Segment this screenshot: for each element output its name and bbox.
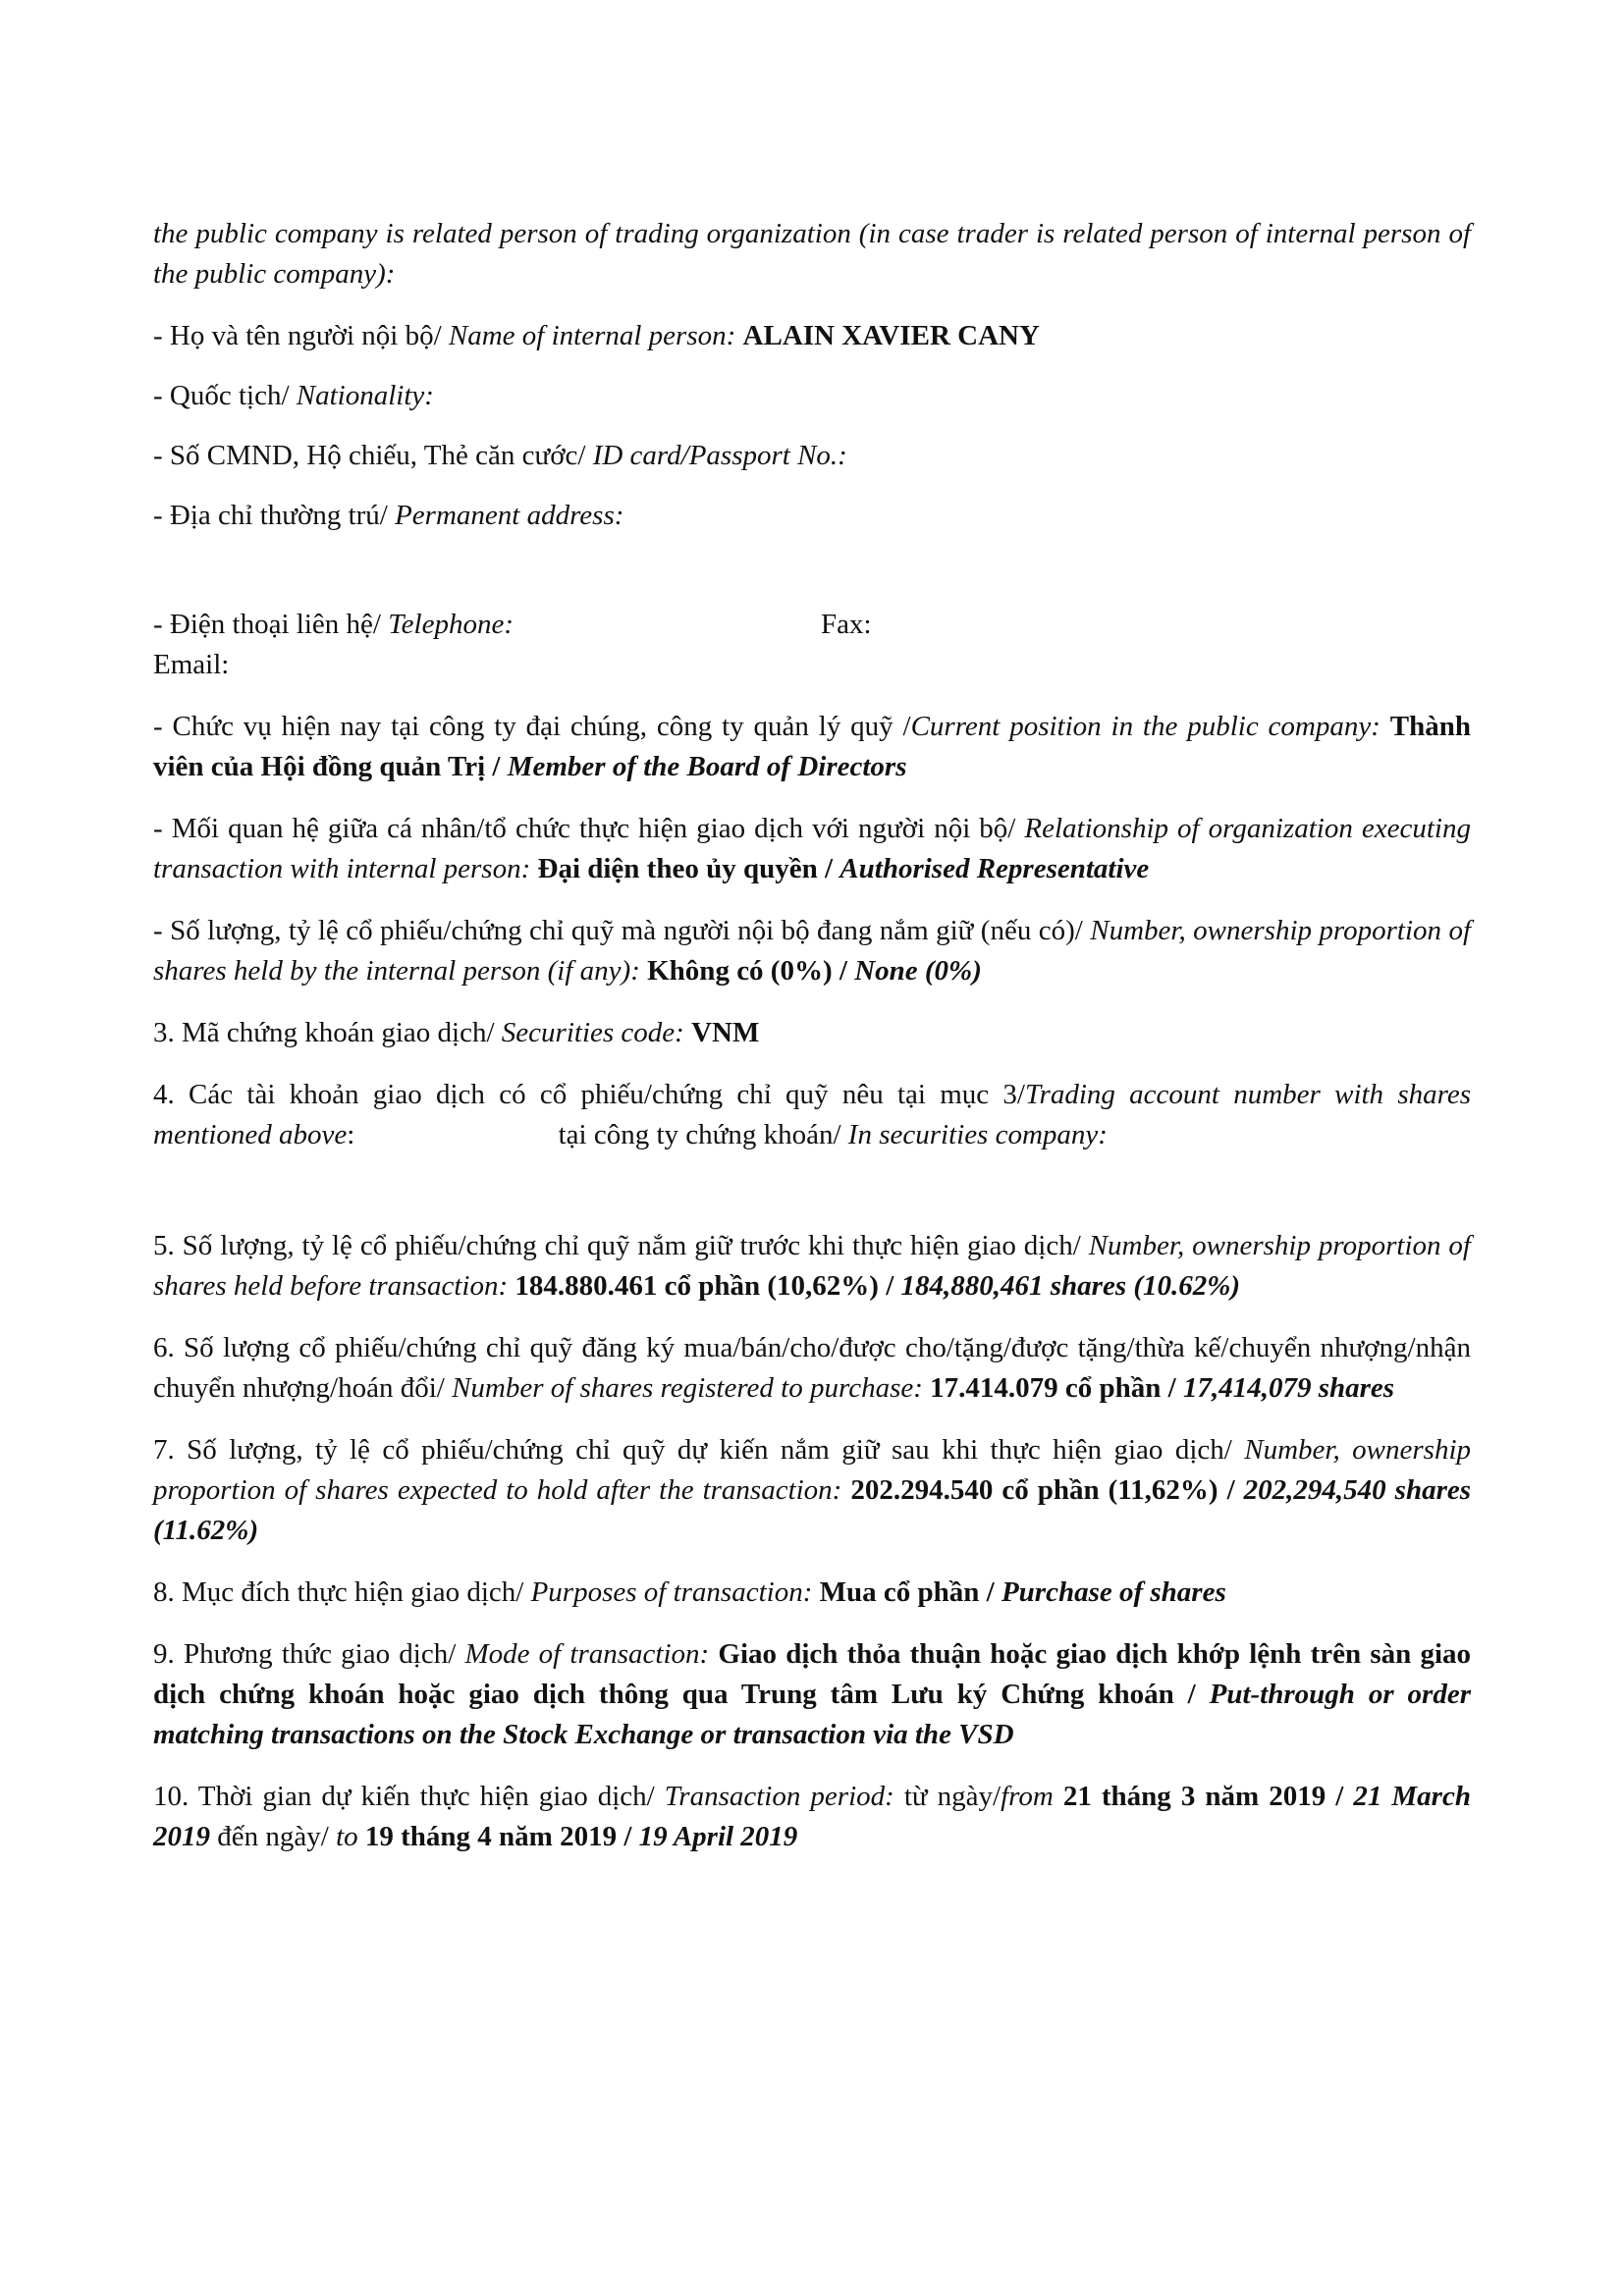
position-value-en: Member of the Board of Directors: [507, 751, 907, 782]
item-10-from-en: from: [1001, 1781, 1054, 1812]
item-3-paragraph: [153, 1013, 1471, 1053]
nationality-label-en: Nationality:: [296, 380, 434, 411]
document-page: [153, 214, 1471, 1879]
fax-label: Fax:: [821, 609, 872, 640]
item-5-label-en: Number, ownership proportion of shares held before transaction:: [153, 1230, 1471, 1302]
item-5-label-vi: 5. Số lượng, tỷ lệ cổ phiếu/chứng chỉ quỹ nắm giữ trước khi thực hiện giao dịch/: [153, 1230, 1089, 1261]
address-label-en: Permanent address:: [395, 500, 624, 531]
item-4-label-vi: 4. Các tài khoản giao dịch có cổ phiếu/chứng chỉ quỹ nêu tại mục 3/: [153, 1079, 1025, 1110]
position-value-vi: Thành viên của Hội đồng quản Trị /: [153, 711, 1471, 782]
item-8-label-vi: 8. Mục đích thực hiện giao dịch/: [153, 1576, 531, 1608]
id-card-label-vi: - Số CMND, Hộ chiếu, Thẻ căn cước/: [153, 440, 593, 471]
item-10-label-vi: 10. Thời gian dự kiến thực hiện giao dịch/: [153, 1781, 665, 1812]
address-label-vi: - Địa chỉ thường trú/: [153, 500, 396, 531]
item-5-paragraph: [153, 1226, 1471, 1307]
item-9-label-vi: 9. Phương thức giao dịch/: [153, 1638, 465, 1670]
item-10-to-en: to: [336, 1821, 358, 1852]
item-7-value-vi: 202.294.540 cổ phần (11,62%) /: [850, 1474, 1244, 1506]
item-4-colon: :: [347, 1119, 355, 1150]
internal-person-name: ALAIN XAVIER CANY: [742, 320, 1040, 351]
id-card-label-en: ID card/Passport No.:: [592, 440, 847, 471]
item-9-paragraph: [153, 1634, 1471, 1755]
relationship-label-en: Relationship of organization executing transaction with internal person:: [153, 813, 1471, 884]
item-8-paragraph: [153, 1573, 1471, 1613]
relationship-label-vi: - Mối quan hệ giữa cá nhân/tổ chức thực hiện giao dịch với người nội bộ/: [153, 813, 1025, 844]
relationship-paragraph: [153, 809, 1471, 889]
item-9-value-vi: Giao dịch thỏa thuận hoặc giao dịch khớp lệnh trên sàn giao dịch chứng khoán hoặc giao dịch thông qua Trung tâm Lưu ký Chứng khoán /: [153, 1638, 1472, 1710]
position-paragraph: [153, 707, 1471, 787]
telephone-label-en: Telephone:: [388, 609, 514, 640]
item-7-paragraph: [153, 1430, 1471, 1551]
telephone-line: [153, 605, 1471, 645]
item-4-securities-company-vi: tại công ty chứng khoán/: [558, 1119, 848, 1150]
item-7-label-vi: 7. Số lượng, tỷ lệ cổ phiếu/chứng chỉ quỹ dự kiến nắm giữ sau khi thực hiện giao dịch/: [153, 1434, 1245, 1466]
item-10-from-date-en: 21 March 2019: [153, 1781, 1471, 1852]
item-10-to-date-en: 19 April 2019: [638, 1821, 798, 1852]
address-line: [153, 496, 1471, 536]
telephone-label-vi: - Điện thoại liên hệ/: [153, 609, 389, 640]
intro-text: the public company is related person of trading organization (in case trader is related person of internal person of the public company):: [153, 218, 1471, 290]
item-10-from-vi: từ ngày/: [903, 1781, 1001, 1812]
item-5-value-vi: 184.880.461 cổ phần (10,62%) /: [514, 1270, 901, 1302]
position-label-vi: - Chức vụ hiện nay tại công ty đại chúng, công ty quản lý quỹ /: [153, 711, 911, 742]
item-9-value-en: Put-through or order matching transactions on the Stock Exchange or transaction via the VSD: [153, 1679, 1471, 1750]
holdings-internal-value-en: None (0%): [854, 955, 982, 987]
item-10-to-vi: đến ngày/: [217, 1821, 337, 1852]
position-label-en: Current position in the public company:: [910, 711, 1380, 742]
item-6-paragraph: [153, 1328, 1471, 1409]
item-7-value-en: 202,294,540 shares (11.62%): [153, 1474, 1472, 1546]
item-6-value-vi: 17.414.079 cổ phần /: [930, 1372, 1183, 1404]
item-8-value-en: Purchase of shares: [1001, 1576, 1226, 1608]
internal-person-label-en: Name of internal person:: [448, 320, 736, 351]
email-label: Email:: [153, 649, 230, 680]
holdings-internal-label-vi: - Số lượng, tỷ lệ cổ phiếu/chứng chỉ quỹ mà người nội bộ đang nắm giữ (nếu có)/: [153, 915, 1091, 946]
item-3-label-vi: 3. Mã chứng khoán giao dịch/: [153, 1017, 502, 1048]
item-7-label-en: Number, ownership proportion of shares expected to hold after the transaction:: [153, 1434, 1471, 1506]
item-4-label-en: Trading account number with shares mentioned above: [153, 1079, 1471, 1150]
item-8-value-vi: Mua cổ phần /: [819, 1576, 1001, 1608]
relationship-value-vi: Đại diện theo ủy quyền /: [537, 853, 840, 884]
email-line: [153, 645, 1471, 685]
item-8-label-en: Purposes of transaction:: [530, 1576, 813, 1608]
holdings-internal-label-en: Number, ownership proportion of shares held by the internal person (if any):: [153, 915, 1471, 987]
nationality-label-vi: - Quốc tịch/: [153, 380, 297, 411]
relationship-value-en: Authorised Representative: [839, 853, 1150, 884]
item-4-securities-company-en: In securities company:: [847, 1119, 1108, 1150]
item-6-label-vi: 6. Số lượng cổ phiếu/chứng chỉ quỹ đăng ký mua/bán/cho/được cho/tặng/được tặng/thừa kế/chuyển nhượng/nhận chuyển nhượng/hoán đổi/: [153, 1332, 1471, 1404]
internal-person-name-line: [153, 316, 1471, 356]
telephone-label-group: [153, 605, 821, 645]
item-5-value-en: 184,880,461 shares (10.62%): [900, 1270, 1241, 1302]
item-6-value-en: 17,414,079 shares: [1182, 1372, 1395, 1404]
internal-person-label-vi: - Họ và tên người nội bộ/: [153, 320, 449, 351]
item-6-label-en: Number of shares registered to purchase:: [452, 1372, 923, 1404]
intro-paragraph: [153, 214, 1471, 294]
securities-code-value: VNM: [691, 1017, 760, 1048]
item-10-paragraph: [153, 1777, 1471, 1857]
item-4-paragraph: [153, 1075, 1471, 1155]
holdings-internal-paragraph: [153, 911, 1471, 991]
nationality-line: [153, 376, 1471, 416]
item-3-label-en: Securities code:: [501, 1017, 684, 1048]
item-10-to-date-vi: 19 tháng 4 năm 2019 /: [364, 1821, 639, 1852]
item-9-label-en: Mode of transaction:: [464, 1638, 710, 1670]
item-10-from-date-vi: 21 tháng 3 năm 2019 /: [1062, 1781, 1354, 1812]
item-10-label-en: Transaction period:: [664, 1781, 894, 1812]
holdings-internal-value-vi: Không có (0%) /: [647, 955, 855, 987]
id-card-line: [153, 436, 1471, 476]
